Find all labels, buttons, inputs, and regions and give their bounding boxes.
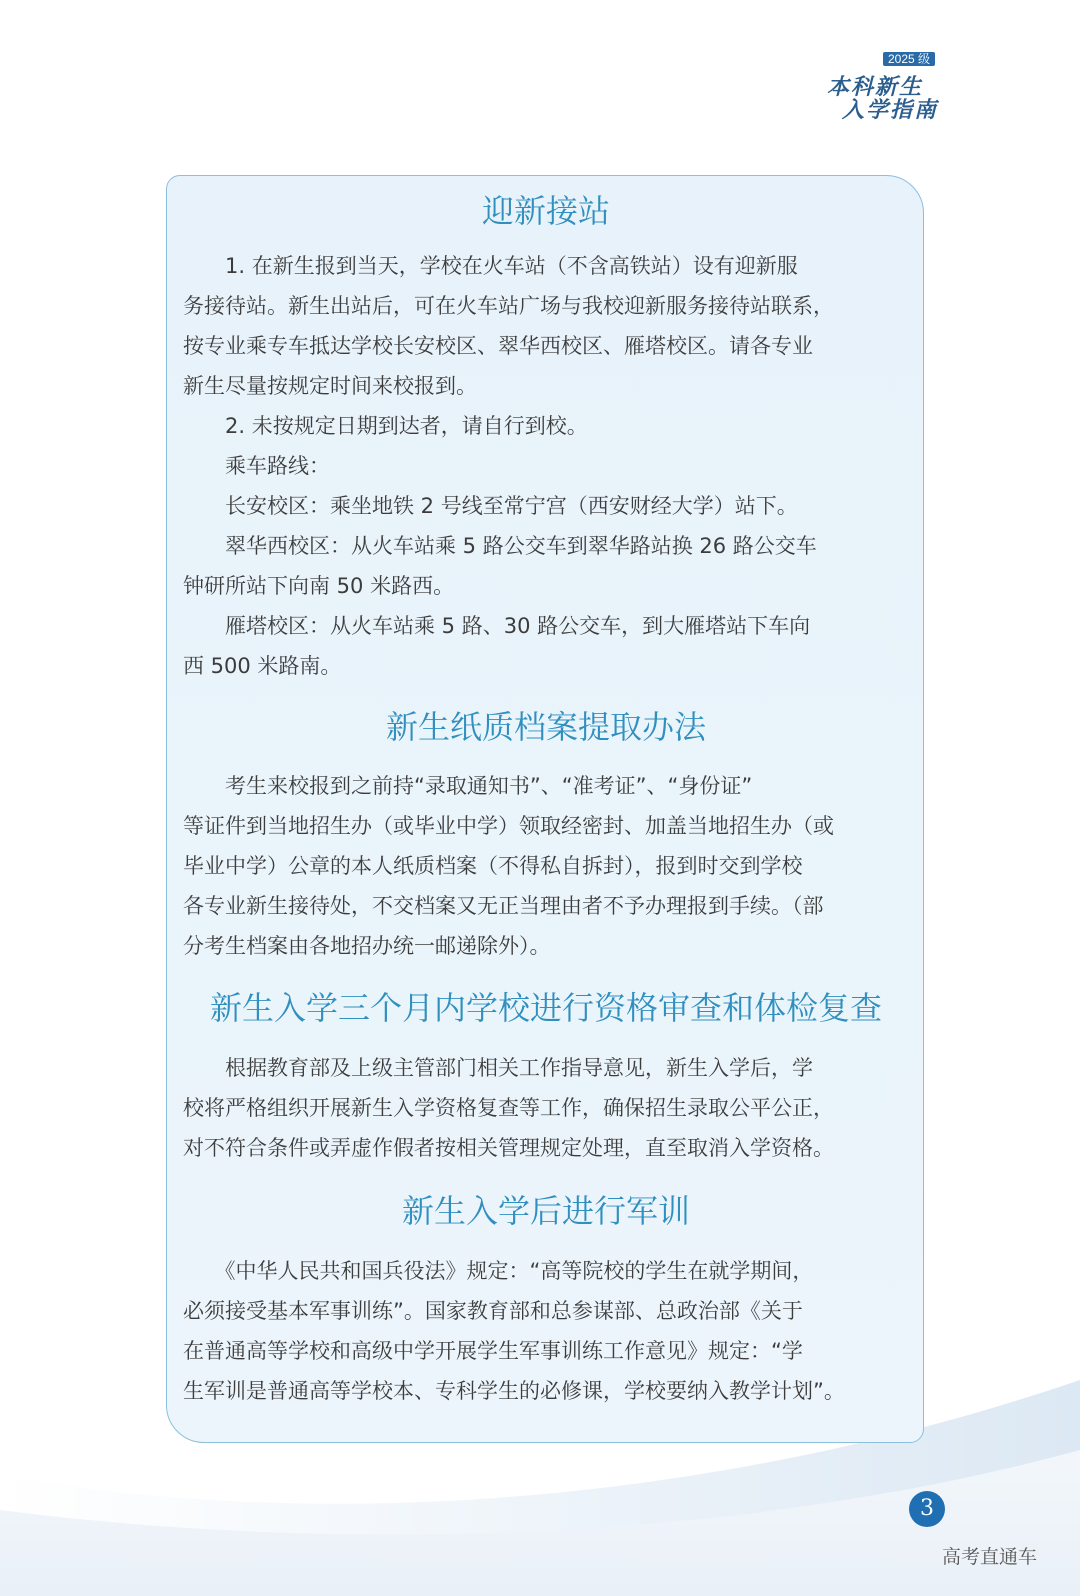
paragraph-line: 必须接受基本军事训练”。国家教育部和总参谋部、总政治部《关于 (183, 1299, 803, 1323)
guide-title-line2: 入学指南 (842, 98, 939, 123)
paragraph-line: 毕业中学）公章的本人纸质档案（不得私自拆封），报到时交到学校 (183, 854, 803, 878)
paragraph-line: 乘车路线： (183, 454, 330, 478)
section-title-paper-archive: 新生纸质档案提取办法 (385, 708, 706, 746)
paragraph-line: 2. 未按规定日期到达者，请自行到校。 (183, 414, 588, 438)
paragraph-line: 考生来校报到之前持“录取通知书”、“准考证”、“身份证” (183, 774, 753, 798)
paragraph-line: 等证件到当地招生办（或毕业中学）领取经密封、加盖当地招生办（或 (183, 814, 834, 838)
paragraph-line: 校将严格组织开展新生入学资格复查等工作，确保招生录取公平公正， (183, 1096, 834, 1120)
page-number-badge: 3 (909, 1491, 945, 1527)
paragraph-line: 分考生档案由各地招办统一邮递除外）。 (183, 934, 551, 958)
paragraph-line: 新生尽量按规定时间来校报到。 (183, 374, 477, 398)
paragraph-line: 各专业新生接待处，不交档案又无正当理由者不予办理报到手续。（部 (183, 894, 824, 918)
guide-title-line1: 本科新生 (827, 75, 924, 100)
watermark-text: 高考直通车 (942, 1546, 1038, 1568)
content-panel (166, 175, 924, 1443)
paragraph-line: 1. 在新生报到当天，学校在火车站（不含高铁站）设有迎新服 (183, 254, 798, 278)
section-title-military-training: 新生入学后进行军训 (401, 1192, 690, 1230)
paragraph-line: 长安校区：乘坐地铁 2 号线至常宁宫（西安财经大学）站下。 (183, 494, 798, 518)
paragraph-line: 生军训是普通高等学校本、专科学生的必修课，学校要纳入教学计划”。 (183, 1379, 845, 1403)
paragraph-line: 《中华人民共和国兵役法》规定：“高等院校的学生在就学期间， (183, 1259, 814, 1283)
paragraph-line: 西 500 米路南。 (183, 654, 342, 678)
paragraph-line: 对不符合条件或弄虚作假者按相关管理规定处理，直至取消入学资格。 (183, 1136, 834, 1160)
paragraph-line: 根据教育部及上级主管部门相关工作指导意见，新生入学后，学 (183, 1056, 813, 1080)
paragraph-line: 翠华西校区：从火车站乘 5 路公交车到翠华路站换 26 路公交车 (183, 534, 817, 558)
section-title-station-pickup: 迎新接站 (481, 192, 610, 230)
paragraph-line: 务接待站。新生出站后，可在火车站广场与我校迎新服务接待站联系， (183, 294, 834, 318)
paragraph-line: 在普通高等学校和高级中学开展学生军事训练工作意见》规定：“学 (183, 1339, 803, 1363)
paragraph-line: 按专业乘专车抵达学校长安校区、翠华西校区、雁塔校区。请各专业 (183, 334, 813, 358)
year-badge: 2025 级 (883, 52, 935, 66)
paragraph-line: 钟研所站下向南 50 米路西。 (183, 574, 455, 598)
paragraph-line: 雁塔校区：从火车站乘 5 路、30 路公交车，到大雁塔站下车向 (183, 614, 811, 638)
section-title-qualification-review: 新生入学三个月内学校进行资格审查和体检复查 (209, 989, 882, 1027)
